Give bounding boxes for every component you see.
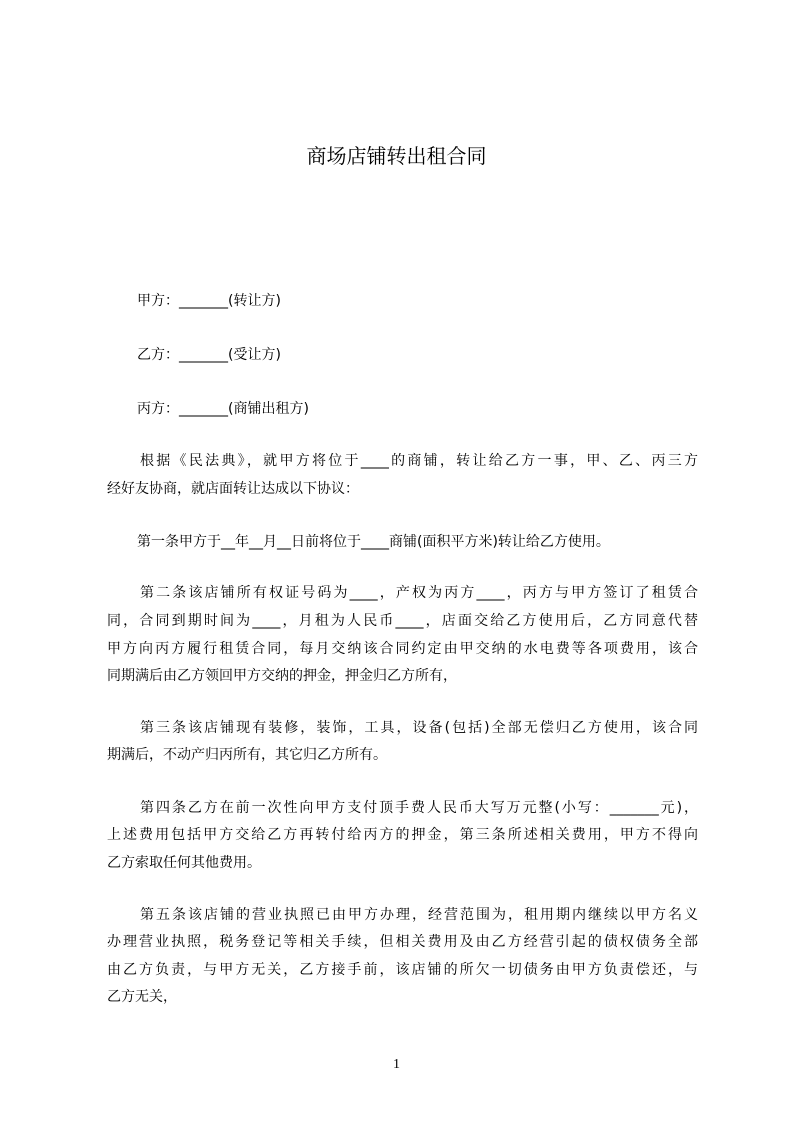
preamble-line-1: 根据《民法典》，就甲方将位于____的商铺，转让给乙方一事，甲、乙、丙三方 bbox=[140, 453, 698, 469]
party-jia: 甲方：_______(转让方) bbox=[137, 293, 281, 309]
party-yi: 乙方：_______(受让方) bbox=[137, 347, 281, 363]
article-5-line-3: 由乙方负责，与甲方无关，乙方接手前，该店铺的所欠一切债务由甲方负责偿还，与 bbox=[107, 962, 698, 978]
article-5-line-2: 办理营业执照，税务登记等相关手续，但相关费用及由乙方经营引起的债权债务全部 bbox=[107, 934, 698, 950]
article-4-line-2: 上述费用包括甲方交给乙方再转付给丙方的押金，第三条所述相关费用，甲方不得向 bbox=[107, 827, 698, 843]
page-title: 商场店铺转出租合同 bbox=[306, 144, 487, 168]
article-2-line-1: 第二条该店铺所有权证号码为____，产权为丙方____，丙方与甲方签订了租赁合 bbox=[140, 585, 698, 601]
party-bing: 丙方：_______(商铺出租方) bbox=[137, 401, 309, 417]
article-4-line-3: 乙方索取任何其他费用。 bbox=[107, 855, 261, 871]
article-1-line-1: 第一条甲方于__年__月__日前将位于____商铺(面积平方米)转让给乙方使用。 bbox=[137, 534, 610, 550]
article-2-line-4: 同期满后由乙方领回甲方交纳的押金，押金归乙方所有， bbox=[107, 668, 457, 684]
article-4-line-1: 第四条乙方在前一次性向甲方支付顶手费人民币大写万元整(小写：_______元)， bbox=[140, 800, 698, 816]
preamble-line-2: 经好友协商，就店面转让达成以下协议： bbox=[107, 481, 359, 497]
article-2-line-2: 同，合同到期时间为____，月租为人民币____，店面交给乙方使用后，乙方同意代替 bbox=[107, 613, 698, 629]
page-number: 1 bbox=[393, 1057, 400, 1072]
article-5-line-1: 第五条该店铺的营业执照已由甲方办理，经营范围为，租用期内继续以甲方名义 bbox=[140, 907, 698, 923]
article-3-line-2: 期满后，不动产归丙所有，其它归乙方所有。 bbox=[107, 747, 387, 763]
article-3-line-1: 第三条该店铺现有装修，装饰，工具，设备(包括)全部无偿归乙方使用，该合同 bbox=[140, 720, 698, 736]
article-2-line-3: 甲方向丙方履行租赁合同，每月交纳该合同约定由甲交纳的水电费等各项费用，该合 bbox=[107, 641, 698, 657]
article-5-line-4: 乙方无关， bbox=[107, 989, 177, 1005]
